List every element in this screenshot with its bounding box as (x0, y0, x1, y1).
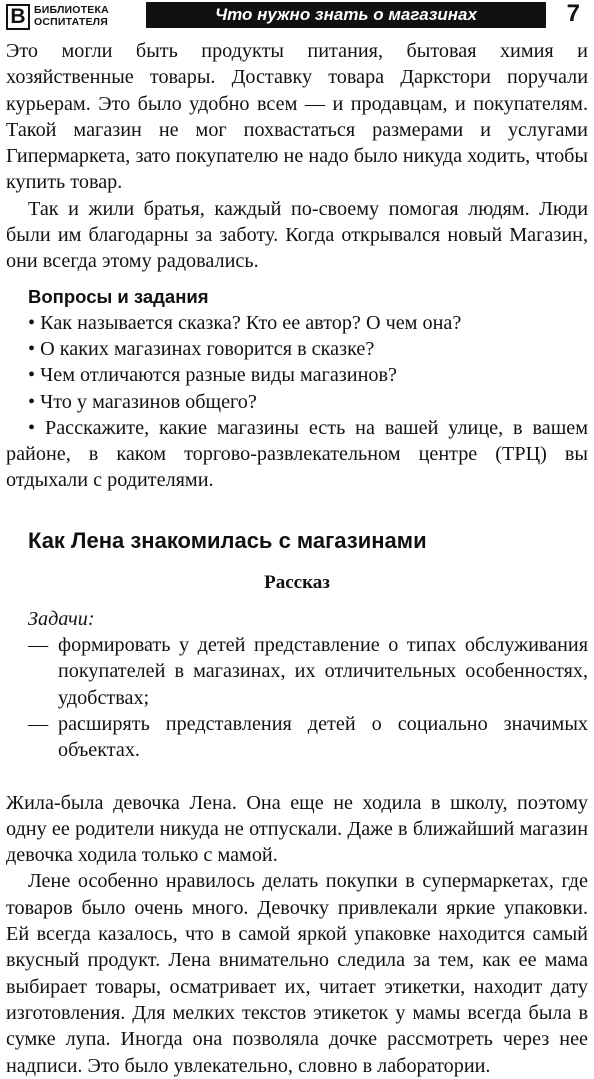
question-item: • Чем отличаются разные виды магазинов? (28, 364, 397, 387)
question-item: • Расскажите, какие магазины есть на вашей улице, в вашем районе, в каком торгово-развлекательном центре (ТРЦ) вы отдыхали с родителями. (6, 416, 588, 492)
series-logo: В (6, 4, 30, 30)
question-item: • Как называется сказка? Кто ее автор? О чем она? (28, 311, 462, 334)
intro-paragraph-1: Это могли быть продукты питания, бытовая химия и хозяйственные товары. Доставку товара Даркстори поручали курьерам. Это было удобно всем — и продавцам, и покупателям. Такой магазин не мог похвастаться размерами и услугами Гипермаркета, зато покупателю не надо было никуда ходить, чтобы купить товар. (6, 40, 588, 194)
dash-marker: — (28, 712, 49, 735)
tasks-list (6, 632, 588, 763)
questions-heading: Вопросы и задания (28, 285, 209, 307)
intro-paragraph-2: Так и жили братья, каждый по-своему помогая людям. Люди были им благодарны за заботу. Когда открывался новый Магазин, они всегда этому радовались. (6, 197, 588, 273)
story-paragraph-1: Жила-была девочка Лена. Она еще не ходила в школу, поэтому одну ее родители никуда не отпускали. Даже в ближайший магазин девочка ходила только с мамой. (6, 791, 588, 867)
question-item: • Что у магазинов общего? (28, 390, 257, 413)
section-heading: Как Лена знакомилась с магазинами (28, 527, 427, 553)
page-header (6, 2, 588, 32)
series-name-line1: БИБЛИОТЕКА (34, 4, 109, 16)
page-number: 7 (566, 0, 580, 27)
task-item (6, 711, 588, 764)
page-content (6, 38, 588, 1079)
questions-list (6, 310, 588, 494)
genre-label: Рассказ (264, 571, 330, 593)
dash-marker: — (28, 634, 49, 657)
tasks-label: Задачи: (28, 607, 95, 630)
task-text: формировать у детей представление о типах обслуживания покупателей в магазинах, их отличительных особенностях, удобствах; (58, 634, 588, 709)
story-paragraph-2: Лене особенно нравилось делать покупки в супермаркетах, где товаров было очень много. Девочку привлекали яркие упаковки. Ей всегда казалось, что в самой яркой упаковке находится самый вкусный продукт. Лена внимательно следила за тем, как ее мама выбирает товары, осматривает их, читает этикетки, находит дату изготовления. Для мелких текстов этикеток у мамы всегда была в сумке лупа. Иногда она позволяла дочке рассмотреть через нее надписи. Это было увлекательно, словно в лаборатории. (6, 870, 588, 1077)
series-name-line2: ОСПИТАТЕЛЯ (34, 15, 108, 28)
task-item (6, 632, 588, 711)
task-text: расширять представления детей о социально значимых объектах. (58, 712, 588, 762)
series-name (34, 5, 144, 28)
running-title: Что нужно знать о магазинах (146, 2, 546, 28)
question-item: • О каких магазинах говорится в сказке? (28, 337, 375, 360)
